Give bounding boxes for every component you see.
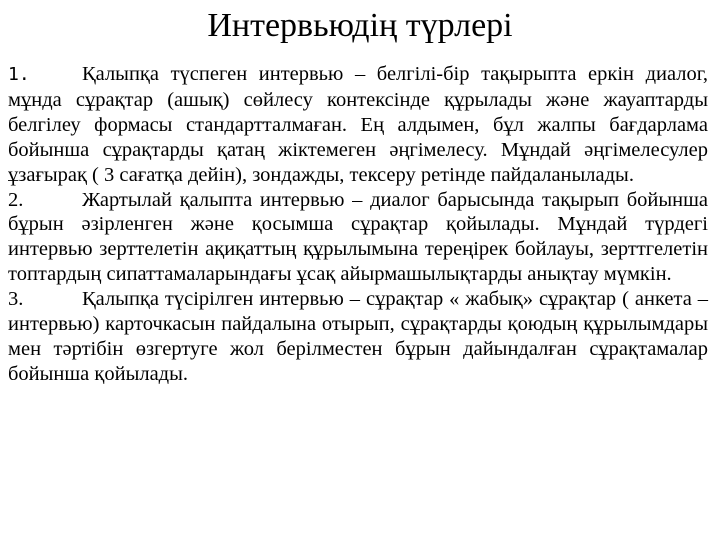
slide-body [8,62,708,387]
item-text-3: Қалыпқа түсірілген интервью – сұрақтар « жабық» сұрақтар ( анкета – интервью) карточкасын пайдалына отырып, сұрақтарды қоюдың құрылымдары мен тәртібін өзгертуге жол берілместен бұрын дайындалған сұрақтамалар бойынша қойылады. [8,288,708,385]
item-number-2: 2. [8,188,24,211]
item-number-3: 3. [8,288,24,311]
list-item-1 [8,62,708,188]
list-item-2 [8,188,708,288]
item-number-1: 1. [8,64,30,85]
item-text-1: Қалыпқа түспеген интервью – белгілі-бір тақырыпта еркін диалог, мұнда сұрақтар (ашық) сөйлесу контексінде құрылады және жауаптарды белгілеу формасы стандартталмаған. Ең алдымен, бұл жалпы бағдарлама бойынша сұрақтарды қатаң жіктемеген әңгімелесу. Мұндай әңгімелесулер ұзағырақ ( 3 сағатқа дейін), зондажды, тексеру ретінде пайдаланылады. [8,63,708,186]
slide-title: Интервьюдің түрлері [207,7,513,44]
list-item-3 [8,287,708,387]
item-text-2: Жартылай қалыпта интервью – диалог барысында тақырып бойынша бұрын әзірленген және қосымша сұрақтар қойылады. Мұндай түрдегі интервью зерттелетін ақиқаттың құрылымына тереңірек бойлауы, зерттгелетін топтардың сипаттамаларындағы ұсақ айырмашылықтарды анықтау мүмкін. [8,188,708,286]
